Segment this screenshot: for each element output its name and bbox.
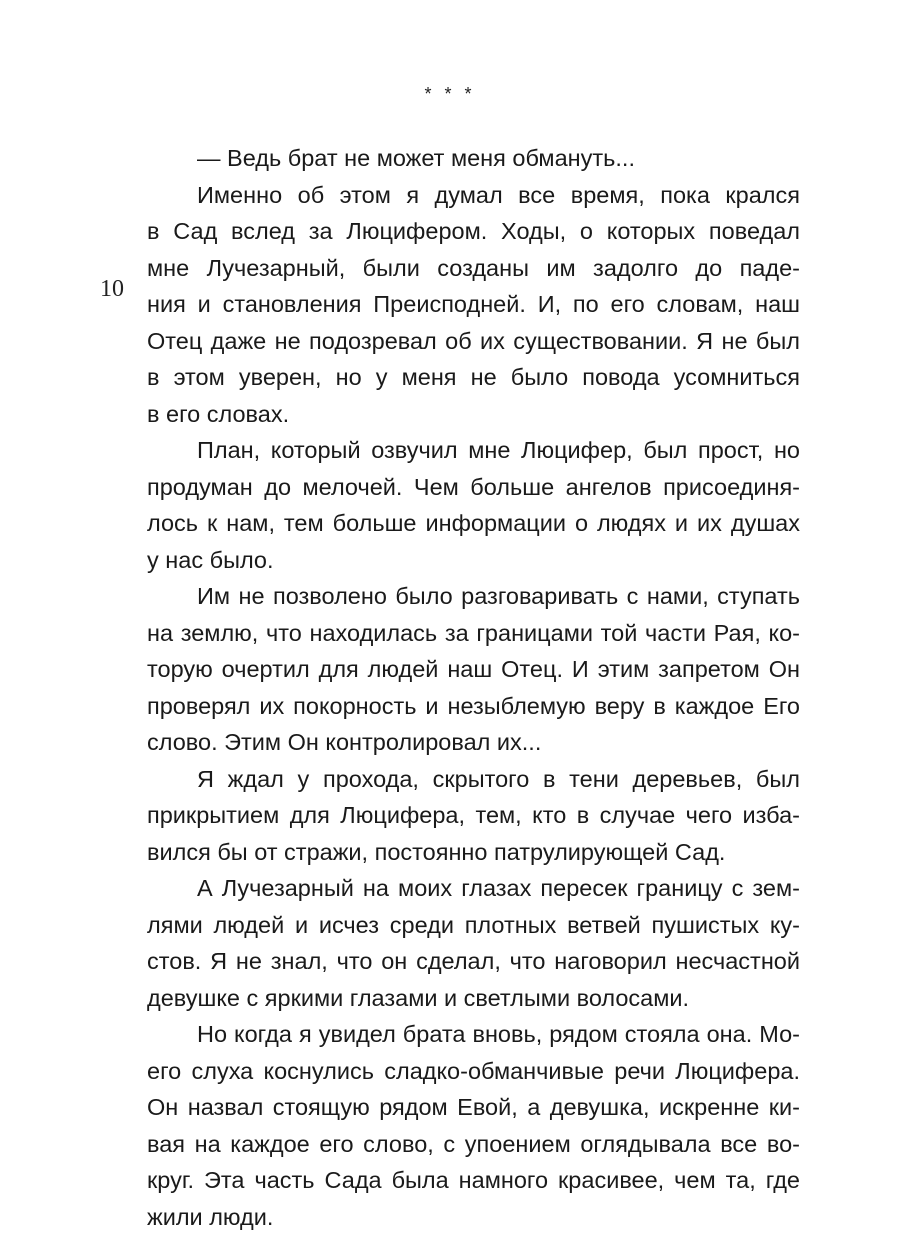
text-line: девушке с яркими глазами и светлыми волосами.: [147, 980, 800, 1017]
text-line: Им не позволено было разговаривать с нами, ступать: [147, 578, 800, 615]
text-line: круг. Эта часть Сада была намного красивее, чем та, где: [147, 1162, 800, 1199]
text-line: в его словах.: [147, 396, 800, 433]
text-line: в Сад вслед за Люцифером. Ходы, о которых поведал: [147, 213, 800, 250]
text-line: его слуха коснулись сладко-обманчивые речи Люцифера.: [147, 1053, 800, 1090]
text-line: на землю, что находилась за границами той части Рая, ко-: [147, 615, 800, 652]
body-text: [147, 140, 800, 1235]
text-line: у нас было.: [147, 542, 800, 579]
text-line: — Ведь брат не может меня обмануть...: [147, 140, 800, 177]
text-line: мне Лучезарный, были созданы им задолго до паде-: [147, 250, 800, 287]
text-line: жили люди.: [147, 1199, 800, 1235]
text-line: Он назвал стоящую рядом Евой, а девушка, искренне ки-: [147, 1089, 800, 1126]
text-line: продуман до мелочей. Чем больше ангелов присоединя-: [147, 469, 800, 506]
text-line: вился бы от стражи, постоянно патрулирующей Сад.: [147, 834, 800, 871]
text-line: прикрытием для Люцифера, тем, кто в случае чего изба-: [147, 797, 800, 834]
text-line: стов. Я не знал, что он сделал, что наговорил несчастной: [147, 943, 800, 980]
text-line: слово. Этим Он контролировал их...: [147, 724, 800, 761]
text-line: Отец даже не подозревал об их существовании. Я не был: [147, 323, 800, 360]
text-line: План, который озвучил мне Люцифер, был прост, но: [147, 432, 800, 469]
text-line: Именно об этом я думал все время, пока крался: [147, 177, 800, 214]
section-separator: * * *: [0, 84, 900, 105]
text-line: ния и становления Преисподней. И, по его словам, наш: [147, 286, 800, 323]
text-line: Я ждал у прохода, скрытого в тени деревьев, был: [147, 761, 800, 798]
text-line: вая на каждое его слово, с упоением оглядывала все во-: [147, 1126, 800, 1163]
text-line: проверял их покорность и незыблемую веру в каждое Его: [147, 688, 800, 725]
text-line: лось к нам, тем больше информации о людях и их душах: [147, 505, 800, 542]
text-line: А Лучезарный на моих глазах пересек границу с зем-: [147, 870, 800, 907]
text-line: лями людей и исчез среди плотных ветвей пушистых ку-: [147, 907, 800, 944]
text-line: в этом уверен, но у меня не было повода усомниться: [147, 359, 800, 396]
margin-line-number: 10: [100, 276, 124, 303]
text-line: торую очертил для людей наш Отец. И этим запретом Он: [147, 651, 800, 688]
text-line: Но когда я увидел брата вновь, рядом стояла она. Мо-: [147, 1016, 800, 1053]
